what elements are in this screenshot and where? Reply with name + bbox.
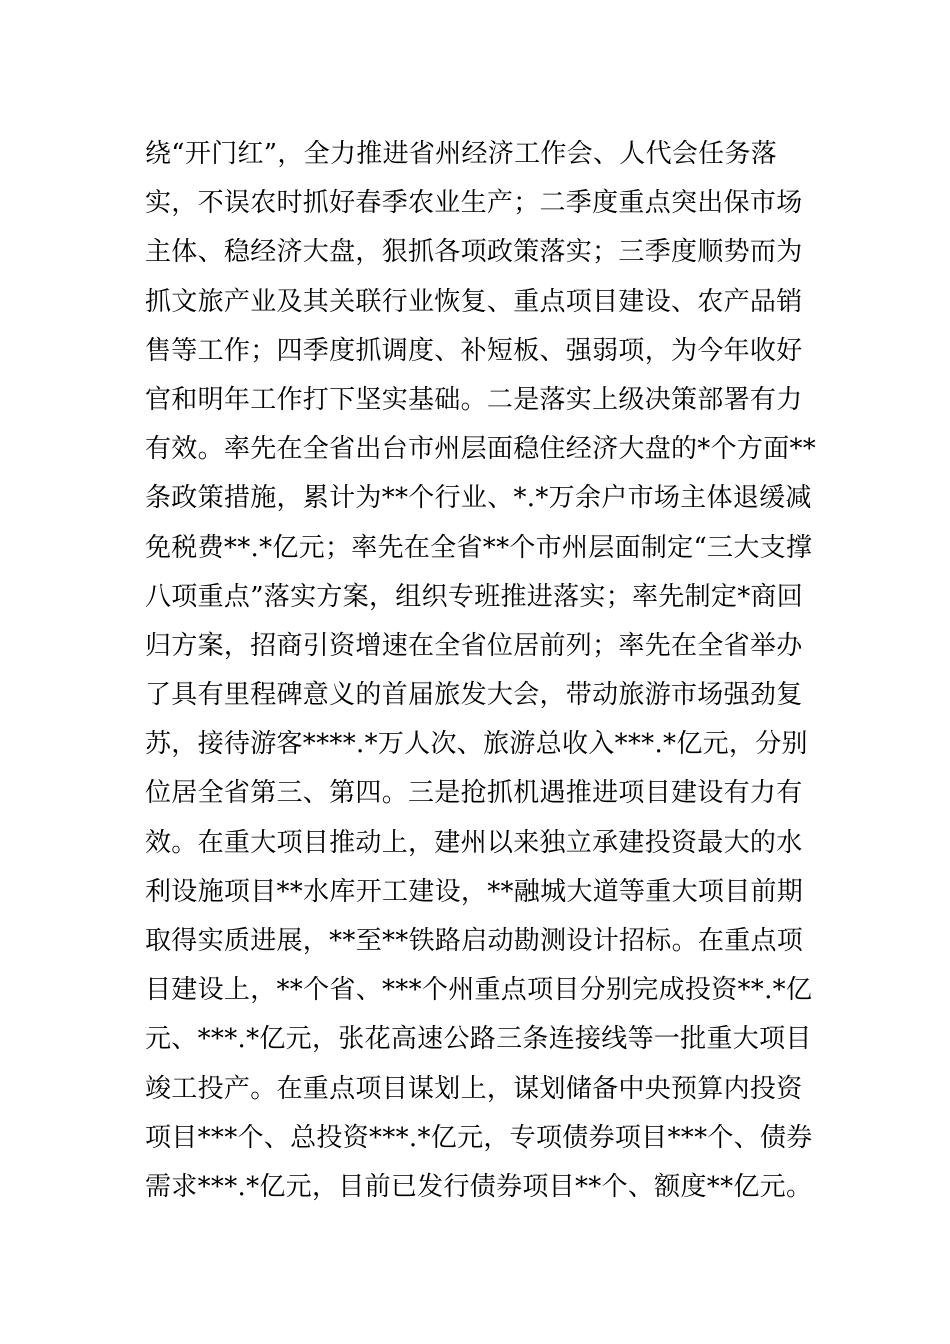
text-line: 绕“开门红”，全力推进省州经济工作会、人代会任务落 bbox=[145, 139, 778, 169]
text-line: 归方案，招商引资增速在全省位居前列；率先在全省举办 bbox=[145, 630, 803, 661]
text-line: 八项重点”落实方案，组织专班推进落实；率先制定*商回 bbox=[145, 581, 804, 612]
text-line: 目建设上，**个省、***个州重点项目分别完成投资**.*亿 bbox=[145, 975, 813, 1006]
text-line: 元、***.*亿元，张花高速公路三条连接线等一批重大项目 bbox=[145, 1024, 812, 1055]
text-line: 实，不误农时抓好春季农业生产；二季度重点突出保市场 bbox=[145, 188, 803, 219]
text-line: 竣工投产。在重点项目谋划上，谋划储备中央预算内投资 bbox=[145, 1073, 803, 1104]
text-line: 有效。率先在全省出台市州层面稳住经济大盘的*个方面** bbox=[145, 434, 817, 465]
text-line: 了具有里程碑意义的首届旅发大会，带动旅游市场强劲复 bbox=[145, 680, 803, 711]
text-line: 免税费**.*亿元；率先在全省**个市州层面制定“三大支撑 bbox=[145, 532, 813, 563]
text-line: 效。在重大项目推动上，建州以来独立承建投资最大的水 bbox=[145, 827, 803, 858]
text-line: 主体、稳经济大盘，狠抓各项政策落实；三季度顺势而为 bbox=[145, 237, 803, 268]
text-line: 取得实质进展，**至**铁路启动勘测设计招标。在重点项 bbox=[145, 926, 804, 956]
text-line: 项目***个、总投资***.*亿元，专项债券项目***个、债券 bbox=[145, 1122, 813, 1153]
text-line: 条政策措施，累计为**个行业、*.*万余户市场主体退缓减 bbox=[145, 483, 812, 514]
body-paragraph bbox=[145, 130, 815, 1212]
text-line: 位居全省第三、第四。三是抢抓机遇推进项目建设有力有 bbox=[145, 778, 803, 809]
text-line: 需求***.*亿元，目前已发行债券项目**个、额度**亿元。 bbox=[145, 1171, 813, 1202]
text-line: 官和明年工作打下坚实基础。二是落实上级决策部署有力 bbox=[145, 384, 803, 415]
text-line: 抓文旅产业及其关联行业恢复、重点项目建设、农产品销 bbox=[145, 286, 803, 317]
text-line: 利设施项目**水库开工建设，**融城大道等重大项目前期 bbox=[145, 876, 804, 907]
text-line: 售等工作；四季度抓调度、补短板、强弱项，为今年收好 bbox=[145, 335, 803, 366]
text-line: 苏，接待游客****.*万人次、旅游总收入***.*亿元，分别 bbox=[145, 729, 808, 760]
